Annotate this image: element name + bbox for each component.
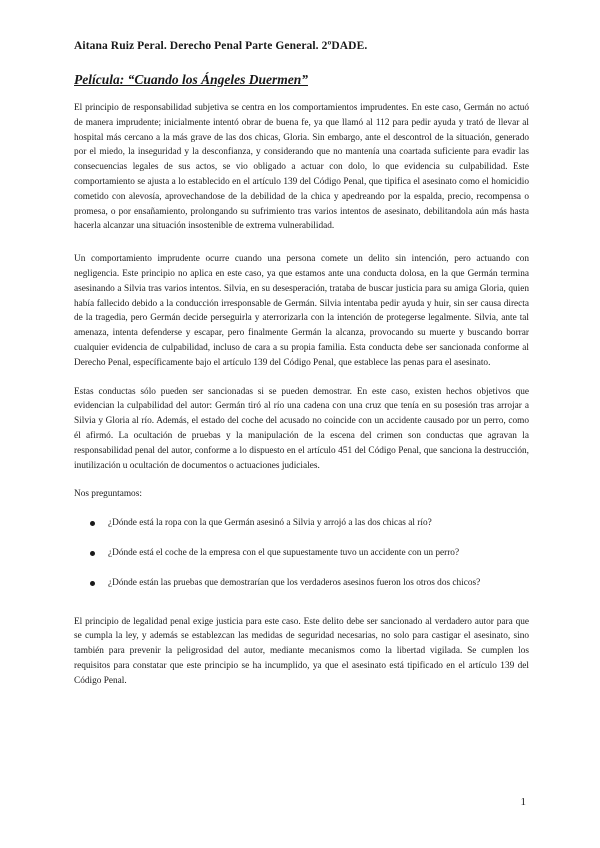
bullet-icon	[90, 551, 95, 556]
paragraph-responsabilidad-subjetiva: El principio de responsabilidad subjetiva se centra en los comportamientos imprudentes. En este caso, Germán no actuó de manera imprudente; inicialmente intentó obrar de buena fe, ya que llamó al 112 para pedir ayuda y trató de llevar al hospital más cercano a la más grave de las dos chicas, Gloria. Sin embargo, ante el descontrol de la situación, generado por el miedo, la inseguridad y la desconfianza, y considerando que no mantenía una coartada suficiente para evadir las consecuencias legales de sus actos, se vio obligado a actuar con dolo, lo que evidencia su culpabilidad. Este comportamiento se ajusta a lo establecido en el artículo 139 del Código Penal, que tipifica el asesinato como el homicidio cometido con alevosía, aprovechandose de la debilidad de la chica y apedreando por la espalda, precio, recompensa o promesa, o por ensañamiento, prolongando su sufrimiento tras varios intentos de asesinato, debilitandola aún más hasta hacerla alcanzar una situación insostenible de extrema vulnerabilidad.	[74, 103, 529, 232]
question-item	[90, 516, 529, 531]
paragraph-comportamiento-imprudente: Un comportamiento imprudente ocurre cuando una persona comete un delito sin intención, pero actuando con negligencia. Este principio no aplica en este caso, ya que estamos ante una conducta dolosa, en la que Germán termina asesinando a Silvia tras varios intentos. Silvia, en su desesperación, trataba de buscar justicia para su amiga Gloria, quien había fallecido debido a la conducción irresponsable de Germán. Silvia intentaba pedir ayuda y huir, sin ser causa directa de la tragedia, pero Germán decide perseguirla y aterrorizarla con la intención de protegerse legalmente. Silvia, ante tal amenaza, intenta defenderse y escapar, pero finalmente Germán la alcanza, provocando su muerte y buscando borrar cualquier evidencia de culpabilidad, incluso de cara a su propia familia. Esta conducta debe ser sancionada conforme al Derecho Penal, específicamente bajo el artículo 139 del Código Penal, que establece las penas para el asesinato.	[74, 254, 529, 368]
question-item	[90, 576, 529, 591]
document-header: Aitana Ruiz Peral. Derecho Penal Parte General. 2ºDADE.	[74, 40, 368, 52]
bullet-icon	[90, 521, 95, 526]
page-number: 1	[520, 796, 526, 808]
question-text: ¿Dónde está la ropa con la que Germán asesinó a Silvia y arrojó a las dos chicas al río?	[108, 518, 432, 529]
questions-list	[74, 516, 529, 590]
questions-intro: Nos preguntamos:	[74, 489, 142, 500]
document-body	[74, 101, 529, 689]
question-text: ¿Dónde está el coche de la empresa con el que supuestamente tuvo un accidente con un perro?	[108, 547, 460, 558]
question-item	[90, 546, 529, 561]
paragraph-legalidad-penal: El principio de legalidad penal exige justicia para este caso. Este delito debe ser sancionado al verdadero autor para que se cumpla la ley, y además se establezcan las medidas de seguridad necesarias, no solo para castigar el asesinato, sino también para prevenir la peligrosidad del autor, mediante mecanismos como la libertad vigilada. Se cumplen los requisitos para constatar que este principio se ha incumplido, ya que el asesinato está tipificado en el artículo 139 del Código Penal.	[74, 616, 529, 686]
paragraph-pruebas: Estas conductas sólo pueden ser sancionadas si se pueden demostrar. En este caso, existen hechos objetivos que evidencian la culpabilidad del autor: Germán tiró al río una cadena con una cruz que tenía en su posesión tras arrojar a Silvia y Gloria al río. Además, el estado del coche del acusado no coincide con un accidente causado por un perro, como él afirmó. La ocultación de pruebas y la manipulación de la escena del crimen son conductas que agravan la responsabilidad penal del autor, conforme a lo dispuesto en el artículo 451 del Código Penal, que sanciona la destrucción, inutilización u ocultación de documentos o actuaciones judiciales.	[74, 386, 529, 471]
document-title: Película: “Cuando los Ángeles Duermen”	[74, 72, 309, 87]
question-text: ¿Dónde están las pruebas que demostrarían que los verdaderos asesinos fueron los otros dos chicos?	[108, 577, 481, 588]
bullet-icon	[90, 581, 95, 586]
